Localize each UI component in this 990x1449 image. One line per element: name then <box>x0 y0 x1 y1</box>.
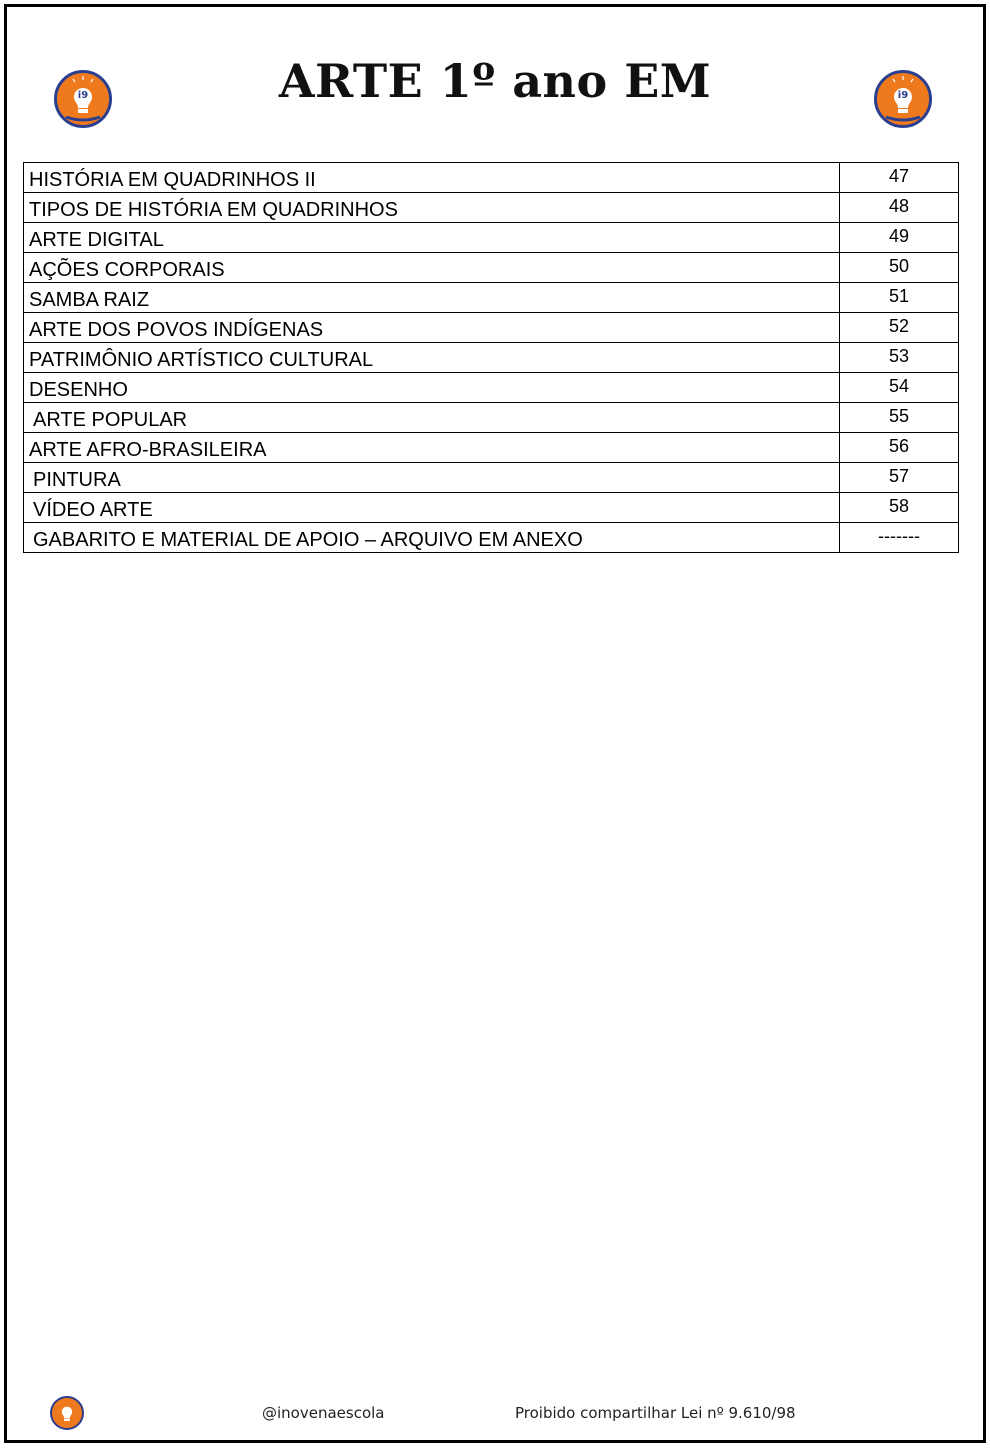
table-row <box>24 163 959 193</box>
topic-cell: DESENHO <box>24 373 840 403</box>
page-number-cell: 50 <box>840 253 959 283</box>
topic-cell: ARTE DOS POVOS INDÍGENAS <box>24 313 840 343</box>
page-number-cell: 48 <box>840 193 959 223</box>
page-number-cell: 47 <box>840 163 959 193</box>
topic-cell: ARTE POPULAR <box>24 403 840 433</box>
page-title: ARTE 1º ano EM <box>278 54 712 108</box>
table-row <box>24 493 959 523</box>
page-number-cell: 56 <box>840 433 959 463</box>
topic-cell: ARTE DIGITAL <box>24 223 840 253</box>
table-row <box>24 193 959 223</box>
table-row <box>24 403 959 433</box>
topic-cell: HISTÓRIA EM QUADRINHOS II <box>24 163 840 193</box>
topic-cell: AÇÕES CORPORAIS <box>24 253 840 283</box>
svg-text:i9: i9 <box>897 90 909 101</box>
table-row <box>24 433 959 463</box>
table-row <box>24 283 959 313</box>
table-row <box>24 223 959 253</box>
page-number-cell: 57 <box>840 463 959 493</box>
footer-logo-icon <box>50 1396 84 1430</box>
svg-text:i9: i9 <box>77 90 89 101</box>
page-number-cell: ------- <box>840 523 959 553</box>
topic-cell: VÍDEO ARTE <box>24 493 840 523</box>
table-row <box>24 313 959 343</box>
table-row <box>24 523 959 553</box>
page-number-cell: 55 <box>840 403 959 433</box>
page-number-cell: 58 <box>840 493 959 523</box>
topic-cell: GABARITO E MATERIAL DE APOIO – ARQUIVO EM ANEXO <box>24 523 840 553</box>
topic-cell: PINTURA <box>24 463 840 493</box>
page-number-cell: 54 <box>840 373 959 403</box>
footer-legal-notice: Proibido compartilhar Lei nº 9.610/98 <box>515 1404 796 1422</box>
topic-cell: PATRIMÔNIO ARTÍSTICO CULTURAL <box>24 343 840 373</box>
table-row <box>24 463 959 493</box>
page-number-cell: 52 <box>840 313 959 343</box>
footer-handle: @inovenaescola <box>262 1404 385 1422</box>
topic-cell: TIPOS DE HISTÓRIA EM QUADRINHOS <box>24 193 840 223</box>
table-row <box>24 343 959 373</box>
table-row <box>24 253 959 283</box>
table-row <box>24 373 959 403</box>
topic-cell: ARTE AFRO-BRASILEIRA <box>24 433 840 463</box>
page-number-cell: 49 <box>840 223 959 253</box>
page-number-cell: 53 <box>840 343 959 373</box>
topic-cell: SAMBA RAIZ <box>24 283 840 313</box>
page-number-cell: 51 <box>840 283 959 313</box>
table-of-contents <box>23 162 959 553</box>
